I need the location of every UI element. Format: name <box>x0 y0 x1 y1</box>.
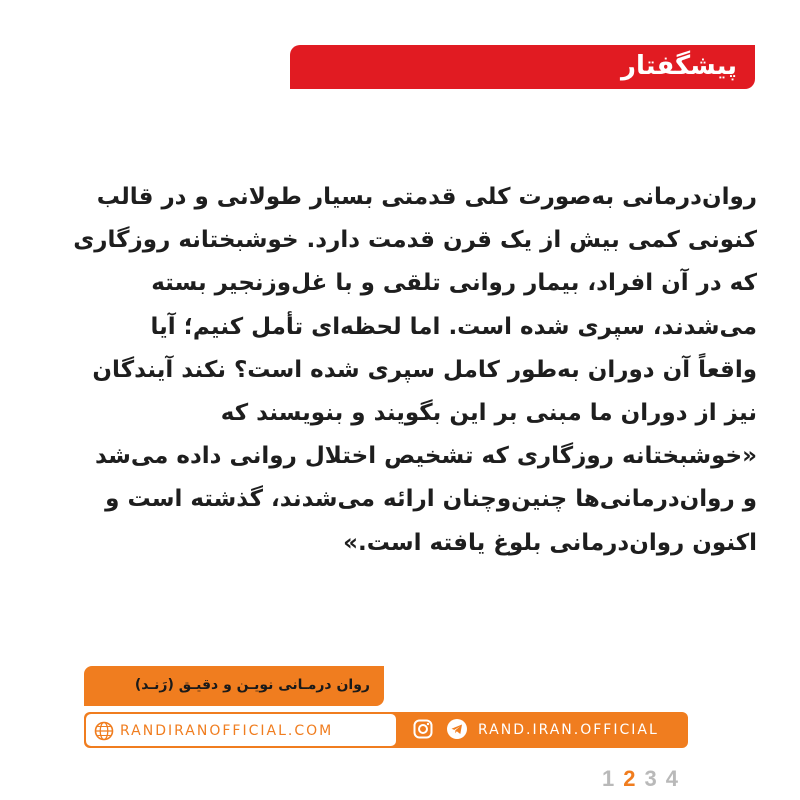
body-line: روان‌درمانی به‌صورت کلی قدمتی بسیار طولانی و در قالب <box>96 184 757 210</box>
brand-subtitle: روان درمـانی نویـن و دقیـق (رَنـد) <box>134 677 370 693</box>
body-line: که در آن افراد، بیمار روانی تلقی و با غل‌وزنجیر بسته <box>151 270 757 297</box>
website-text: RANDIRANOFFICIAL.COM <box>120 723 334 739</box>
page-number-4[interactable]: 4 <box>665 766 678 791</box>
page-indicator <box>602 764 678 794</box>
page-number-3[interactable]: 3 <box>644 766 657 791</box>
body-line: اکنون روان‌درمانی بلوغ یافته است.» <box>343 529 757 556</box>
page-title: پیشگفتار <box>620 51 737 81</box>
website-link[interactable] <box>86 714 396 746</box>
body-line: نیز از دوران ما مبنی بر این بگویند و بنویسند که <box>220 400 757 427</box>
body-line: می‌شدند، سپری شده است. اما لحظه‌ای تأمل کنیم؛ آیا <box>150 313 757 340</box>
social-handle: RAND.IRAN.OFFICIAL <box>478 722 659 738</box>
instagram-icon[interactable] <box>412 718 434 740</box>
section-title-bar <box>290 45 755 89</box>
telegram-icon[interactable] <box>446 718 468 740</box>
body-paragraph <box>43 176 757 565</box>
page-number-2-current[interactable]: 2 <box>623 766 636 791</box>
body-line: و روان‌درمانی‌ها چنین‌وچنان ارائه می‌شدند، گذشته است و <box>105 486 757 513</box>
brand-subtitle-box <box>84 666 384 706</box>
globe-icon <box>94 721 114 741</box>
page-number-1[interactable]: 1 <box>602 766 615 791</box>
body-line: «خوشبختانه روزگاری که تشخیص اختلال روانی داده می‌شد <box>95 443 757 470</box>
body-line: کنونی کمی بیش از یک قرن قدمت دارد. خوشبختانه روزگاری <box>73 227 757 254</box>
footer-bar <box>84 712 688 748</box>
body-line: واقعاً آن دوران به‌طور کامل سپری شده است؟ نکند آیندگان <box>92 356 757 383</box>
